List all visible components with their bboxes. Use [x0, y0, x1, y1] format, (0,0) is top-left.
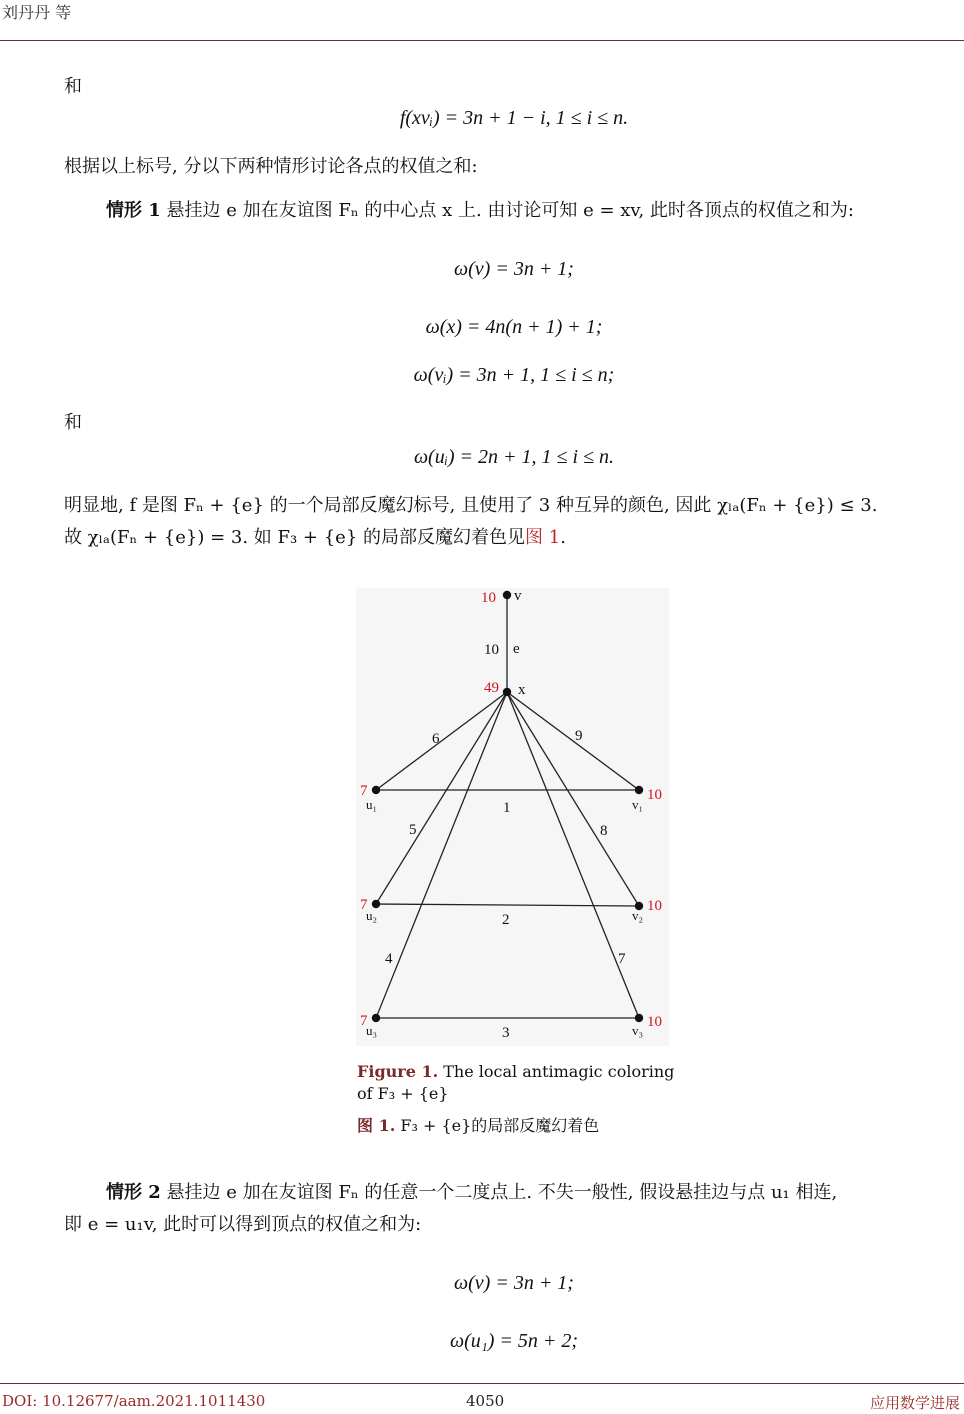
- paragraph-conclusion-line-1: 明显地, f 是图 Fₙ + {e} 的一个局部反魔幻标号, 且使用了 3 种互异的颜色, 因此 χₗₐ(Fₙ + {e}) ≤ 3.: [64, 495, 878, 516]
- equation-omega-u1: ω(u₁) = 5n + 2;: [449, 1330, 579, 1352]
- figure-caption-chinese: [357, 1113, 599, 1136]
- vertex-v: [503, 591, 511, 599]
- equation-omega-x: ω(x) = 4n(n + 1) + 1;: [425, 316, 603, 338]
- equation-f-xvi: f(xvᵢ) = 3n + 1 − i, 1 ≤ i ≤ n.: [399, 107, 629, 129]
- paragraph-conclusion-line-2: [64, 525, 566, 551]
- edge-u2-v2: [376, 904, 639, 906]
- case-2-paragraph-line-1: [106, 1180, 837, 1206]
- conclusion-period: .: [560, 527, 566, 548]
- vertex-label-v2: v₂: [632, 908, 644, 923]
- edge-label-x-v1: 9: [575, 728, 583, 744]
- edge-label-x-v3: 7: [618, 951, 626, 967]
- vertex-x: [503, 688, 511, 696]
- paragraph-and-1: 和: [64, 76, 82, 97]
- case-1-paragraph: [106, 198, 854, 224]
- vertex-label-v3: v₃: [632, 1023, 644, 1038]
- equation-omega-v: ω(v) = 3n + 1;: [454, 258, 574, 280]
- edge-label-x-v2: 8: [600, 823, 608, 839]
- vertex-color-u2: 7: [360, 897, 368, 913]
- footer-page-number: 4050: [466, 1392, 505, 1410]
- equation-omega-vi: ω(vᵢ) = 3n + 1, 1 ≤ i ≤ n;: [413, 364, 615, 386]
- edge-label-xv-value: 10: [484, 642, 499, 658]
- paragraph-case-intro: 根据以上标号, 分以下两种情形讨论各点的权值之和:: [64, 156, 478, 177]
- edge-label-x-u3: 4: [385, 951, 393, 967]
- footer-divider: [0, 1383, 964, 1384]
- vertex-color-v: 10: [481, 590, 496, 606]
- case-2-text: 悬挂边 e 加在友谊图 Fₙ 的任意一个二度点上. 不失一般性, 假设悬挂边与点 u₁ 相连,: [166, 1182, 838, 1203]
- vertex-label-v1: v₁: [632, 797, 644, 812]
- edge-label-xv-name: e: [513, 641, 520, 657]
- vertex-u3: [372, 1014, 380, 1022]
- vertex-label-v: v: [514, 588, 522, 604]
- case-2-label: 情形 2: [106, 1182, 161, 1203]
- vertex-color-v2: 10: [647, 898, 662, 914]
- equation-omega-v-case2: ω(v) = 3n + 1;: [454, 1272, 574, 1294]
- conclusion-text: 故 χₗₐ(Fₙ + {e}) = 3. 如 F₃ + {e} 的局部反魔幻着色见: [64, 527, 525, 548]
- vertex-v1: [635, 786, 643, 794]
- caption-zh-label: 图 1.: [357, 1116, 396, 1135]
- edge-label-u3-v3: 3: [502, 1025, 510, 1041]
- edge-x-u2: [376, 692, 507, 904]
- vertex-color-x: 49: [484, 680, 499, 696]
- edge-label-x-u1: 6: [432, 731, 440, 747]
- footer-doi-link[interactable]: DOI: 10.12677/aam.2021.1011430: [2, 1392, 266, 1410]
- equation-omega-ui: ω(uᵢ) = 2n + 1, 1 ≤ i ≤ n.: [413, 446, 615, 468]
- edge-label-u1-v1: 1: [503, 800, 511, 816]
- vertex-color-u1: 7: [360, 783, 368, 799]
- figure-1-link[interactable]: 图 1: [525, 527, 561, 548]
- caption-zh-text: F₃ + {e}的局部反魔幻着色: [400, 1116, 600, 1135]
- caption-en-label: Figure 1.: [357, 1062, 439, 1081]
- header-divider: [0, 40, 964, 41]
- footer-journal-name[interactable]: 应用数学进展: [869, 1394, 960, 1412]
- vertex-v3: [635, 1014, 643, 1022]
- case-2-paragraph-line-2: 即 e = u₁v, 此时可以得到顶点的权值之和为:: [64, 1214, 422, 1235]
- vertex-label-u1: u₁: [366, 797, 378, 812]
- vertex-label-u2: u₂: [366, 908, 378, 923]
- edge-label-u2-v2: 2: [502, 912, 510, 928]
- vertex-label-x: x: [518, 682, 526, 698]
- case-1-text: 悬挂边 e 加在友谊图 Fₙ 的中心点 x 上. 由讨论可知 e = xv, 此时各顶点的权值之和为:: [166, 200, 854, 221]
- vertex-u1: [372, 786, 380, 794]
- caption-en-text: The local antimagic coloring of F₃ + {e}: [357, 1062, 675, 1103]
- edge-label-x-u2: 5: [409, 822, 417, 838]
- edge-x-v2: [507, 692, 639, 906]
- case-1-label: 情形 1: [106, 200, 161, 221]
- vertex-label-u3: u₃: [366, 1023, 378, 1038]
- figure-1: [356, 588, 669, 1046]
- figure-caption-english: [357, 1061, 687, 1105]
- friendship-graph-diagram: [356, 588, 669, 1046]
- vertex-u2: [372, 900, 380, 908]
- vertex-color-v3: 10: [647, 1014, 662, 1030]
- paragraph-and-2: 和: [64, 412, 82, 433]
- vertex-color-u3: 7: [360, 1013, 368, 1029]
- vertex-color-v1: 10: [647, 787, 662, 803]
- running-header-author: 刘丹丹 等: [2, 3, 72, 22]
